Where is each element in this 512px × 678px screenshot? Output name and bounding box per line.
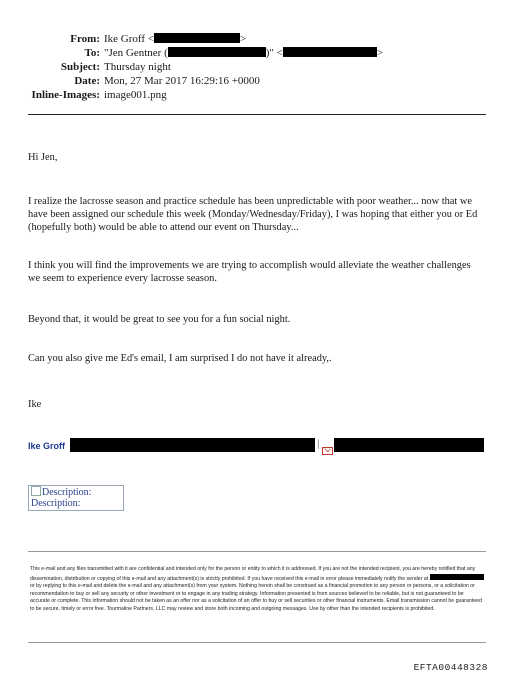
date-value: Mon, 27 Mar 2017 16:29:16 +0000 [104, 75, 260, 87]
signoff: Ike [28, 399, 42, 410]
disclaimer-divider-bottom [28, 642, 486, 643]
inline-images-value: image001.png [104, 89, 167, 101]
inline-images-label: Inline-Images: [31, 89, 100, 101]
signature-separator: | [317, 439, 320, 450]
from-value: Ike Groff < > [104, 33, 247, 45]
redaction-box [154, 33, 240, 43]
header-divider [28, 114, 486, 115]
inline-image-placeholder [28, 485, 124, 511]
to-value: "Jen Gentner ( )" < > [104, 47, 384, 59]
redaction-box [168, 47, 266, 57]
envelope-icon[interactable] [322, 447, 333, 455]
redaction-box [430, 574, 484, 580]
redaction-box [283, 47, 377, 57]
disclaimer-text: This e-mail and any files transmitted with it are confidential and intended only for the person or entity to which it is addressed. If you are not the intended recipient, you are hereby notified that any dissemination, distribution or copying of this e-mail and any attachment(s) is strictly prohibited. If you have received this e-mail in error please immediately notify the sender at or by replying to this e-mail and delete the e-mail and any attachment(s) from your system. Nothing herein shall be construed as a financial promotion to any person or persons, or a solicitation or recommendation to buy or sell any security or other investment or to engage in any trading strategy. Information presented is from sources believed to be reliable, but is not guaranteed to be accurate or complete. This information should not be taken as an offer nor as a solicitation of an offer to buy or sell securities or other financial instruments. Email transmission cannot be guaranteed to be secure, timely or error free. Tourmaline Partners, LLC may review and store both incoming and outgoing messages. Use by other than the intended recipients is prohibited. [30, 566, 482, 612]
redaction-box [334, 438, 484, 452]
greeting: Hi Jen, [28, 152, 58, 163]
redaction-box [70, 438, 315, 452]
to-label: To: [84, 47, 100, 59]
disclaimer-divider-top [28, 551, 486, 552]
body-paragraph-3: Beyond that, it would be great to see you for a fun social night. [28, 314, 291, 325]
signature-name: Ike Groff [28, 441, 66, 451]
body-paragraph-1: I realize the lacrosse season and practice schedule has been unpredictable with poor weather... now that we have been assigned our schedule this week (Monday/Wednesday/Friday), I was hoping that either you or Ed (hopefully both) would be able to attend our event on Thursday... [28, 196, 478, 233]
date-label: Date: [74, 75, 100, 87]
broken-image-icon [31, 486, 41, 496]
subject-value: Thursday night [104, 61, 171, 73]
image-alt-text-2: Description: [31, 498, 81, 509]
image-alt-text: Description: [29, 486, 123, 498]
document-id: EFTA00448328 [413, 662, 488, 673]
body-paragraph-2: I think you will find the improvements we are trying to accomplish would alleviate the weather challenges we seem to experience every lacrosse season. [28, 260, 471, 284]
body-paragraph-4: Can you also give me Ed's email, I am surprised I do not have it already,. [28, 353, 332, 364]
subject-label: Subject: [60, 61, 100, 73]
from-label: From: [70, 33, 100, 45]
